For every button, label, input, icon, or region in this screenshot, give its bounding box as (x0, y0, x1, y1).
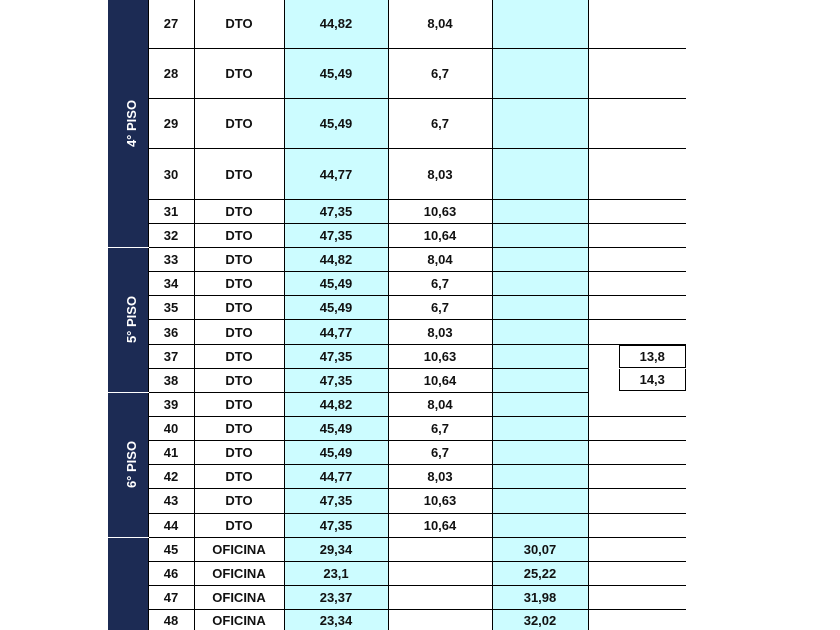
unit-extra-area (492, 272, 588, 296)
table-row (108, 417, 686, 441)
table-row (108, 248, 686, 272)
unit-number: 29 (148, 99, 194, 149)
unit-extra-area (492, 417, 588, 441)
unit-terrace: 8,04 (388, 0, 492, 48)
table-row (108, 441, 686, 465)
unit-extra-area: 31,98 (492, 585, 588, 609)
unit-terrace: 6,7 (388, 48, 492, 98)
table-row (108, 0, 686, 48)
table-row (108, 513, 686, 537)
floor-band (108, 392, 148, 537)
unit-number: 44 (148, 513, 194, 537)
unit-number: 39 (148, 392, 194, 416)
unit-type: DTO (194, 320, 284, 344)
table-row (108, 561, 686, 585)
unit-extra-area-2 (588, 0, 686, 48)
unit-type: OFICINA (194, 585, 284, 609)
table-row (108, 465, 686, 489)
floor-band (108, 537, 148, 630)
table-row (108, 344, 686, 368)
unit-extra-area-2 (588, 272, 686, 296)
unit-area: 44,82 (284, 392, 388, 416)
unit-terrace: 10,64 (388, 223, 492, 247)
table-row (108, 99, 686, 149)
unit-terrace: 6,7 (388, 417, 492, 441)
unit-extra-area (492, 368, 588, 392)
unit-area: 23,37 (284, 585, 388, 609)
unit-extra-area (492, 465, 588, 489)
unit-terrace: 6,7 (388, 99, 492, 149)
unit-number: 45 (148, 537, 194, 561)
unit-number: 28 (148, 48, 194, 98)
unit-area: 47,35 (284, 344, 388, 368)
boxed-value: 13,8 (619, 345, 687, 368)
unit-extra-area-2 (588, 465, 686, 489)
unit-extra-area (492, 296, 588, 320)
unit-extra-area-2 (588, 223, 686, 247)
unit-extra-area (492, 99, 588, 149)
table-row (108, 610, 686, 630)
table-row (108, 199, 686, 223)
unit-type: DTO (194, 489, 284, 513)
unit-extra-area-2 (588, 248, 686, 272)
table-row (108, 320, 686, 344)
floor-label: 6° PISO (124, 441, 140, 489)
unit-number: 46 (148, 561, 194, 585)
unit-terrace: 10,63 (388, 489, 492, 513)
unit-area: 45,49 (284, 272, 388, 296)
unit-type: DTO (194, 223, 284, 247)
unit-extra-area-2 (588, 489, 686, 513)
unit-type: DTO (194, 392, 284, 416)
unit-extra-area-2 (588, 537, 686, 561)
boxed-value: 14,3 (619, 369, 687, 391)
unit-terrace: 8,03 (388, 149, 492, 199)
unit-area: 29,34 (284, 537, 388, 561)
table-row (108, 489, 686, 513)
unit-number: 41 (148, 441, 194, 465)
table-row (108, 223, 686, 247)
unit-type: DTO (194, 48, 284, 98)
table-row (108, 537, 686, 561)
table-row (108, 149, 686, 199)
unit-type: DTO (194, 248, 284, 272)
unit-extra-area (492, 489, 588, 513)
unit-number: 33 (148, 248, 194, 272)
unit-extra-area (492, 344, 588, 368)
unit-terrace (388, 585, 492, 609)
floor-label: 5° PISO (124, 296, 140, 344)
unit-area: 44,77 (284, 149, 388, 199)
unit-terrace: 10,63 (388, 344, 492, 368)
table-row (108, 272, 686, 296)
unit-area: 45,49 (284, 99, 388, 149)
unit-number: 36 (148, 320, 194, 344)
unit-extra-area-2 (588, 441, 686, 465)
unit-terrace (388, 537, 492, 561)
unit-type: DTO (194, 344, 284, 368)
unit-extra-area-2 (588, 368, 686, 392)
floor-band (108, 0, 148, 248)
unit-terrace: 8,04 (388, 392, 492, 416)
unit-extra-area (492, 392, 588, 416)
unit-number: 32 (148, 223, 194, 247)
unit-area: 45,49 (284, 417, 388, 441)
unit-extra-area (492, 48, 588, 98)
table-row (108, 368, 686, 392)
unit-type: DTO (194, 296, 284, 320)
unit-number: 35 (148, 296, 194, 320)
unit-extra-area (492, 199, 588, 223)
unit-extra-area-2 (588, 610, 686, 630)
unit-terrace: 8,03 (388, 320, 492, 344)
unit-area: 44,82 (284, 0, 388, 48)
unit-extra-area-2 (588, 344, 686, 368)
unit-area: 45,49 (284, 48, 388, 98)
unit-terrace: 6,7 (388, 441, 492, 465)
floor-label: 4° PISO (124, 99, 140, 148)
unit-extra-area-2 (588, 392, 686, 416)
unit-area: 23,34 (284, 610, 388, 630)
unit-area: 47,35 (284, 368, 388, 392)
unit-type: OFICINA (194, 537, 284, 561)
unit-extra-area: 32,02 (492, 610, 588, 630)
unit-area: 44,77 (284, 320, 388, 344)
unit-terrace (388, 561, 492, 585)
unit-extra-area (492, 441, 588, 465)
unit-number: 48 (148, 610, 194, 630)
unit-extra-area-2 (588, 48, 686, 98)
unit-number: 40 (148, 417, 194, 441)
unit-type: DTO (194, 441, 284, 465)
unit-extra-area: 25,22 (492, 561, 588, 585)
unit-terrace: 6,7 (388, 296, 492, 320)
unit-type: OFICINA (194, 610, 284, 630)
unit-number: 42 (148, 465, 194, 489)
unit-area: 44,77 (284, 465, 388, 489)
table-row (108, 585, 686, 609)
unit-terrace: 8,04 (388, 248, 492, 272)
unit-terrace: 6,7 (388, 272, 492, 296)
unit-terrace: 10,63 (388, 199, 492, 223)
table-row (108, 48, 686, 98)
unit-type: DTO (194, 272, 284, 296)
unit-number: 27 (148, 0, 194, 48)
unit-extra-area-2 (588, 296, 686, 320)
unit-extra-area (492, 248, 588, 272)
unit-terrace: 8,03 (388, 465, 492, 489)
unit-extra-area-2 (588, 417, 686, 441)
unit-extra-area (492, 513, 588, 537)
unit-extra-area: 30,07 (492, 537, 588, 561)
unit-extra-area-2 (588, 199, 686, 223)
unit-extra-area-2 (588, 99, 686, 149)
unit-number: 38 (148, 368, 194, 392)
unit-extra-area (492, 149, 588, 199)
table-row (108, 296, 686, 320)
unit-extra-area-2 (588, 513, 686, 537)
unit-type: DTO (194, 513, 284, 537)
unit-terrace: 10,64 (388, 368, 492, 392)
unit-type: DTO (194, 0, 284, 48)
unit-terrace: 10,64 (388, 513, 492, 537)
unit-extra-area (492, 223, 588, 247)
unit-number: 30 (148, 149, 194, 199)
unit-type: OFICINA (194, 561, 284, 585)
unit-number: 34 (148, 272, 194, 296)
unit-area: 45,49 (284, 441, 388, 465)
unit-area: 47,35 (284, 223, 388, 247)
unit-number: 37 (148, 344, 194, 368)
floor-band (108, 248, 148, 393)
unit-number: 47 (148, 585, 194, 609)
unit-area: 44,82 (284, 248, 388, 272)
unit-terrace (388, 610, 492, 630)
unit-type: DTO (194, 149, 284, 199)
unit-type: DTO (194, 417, 284, 441)
unit-type: DTO (194, 368, 284, 392)
unit-number: 31 (148, 199, 194, 223)
unit-type: DTO (194, 99, 284, 149)
unit-extra-area (492, 320, 588, 344)
unit-type: DTO (194, 465, 284, 489)
unit-type: DTO (194, 199, 284, 223)
unit-area: 47,35 (284, 513, 388, 537)
unit-area: 23,1 (284, 561, 388, 585)
unit-extra-area-2 (588, 320, 686, 344)
table-row (108, 392, 686, 416)
units-table (108, 0, 686, 630)
unit-area: 47,35 (284, 199, 388, 223)
unit-area: 45,49 (284, 296, 388, 320)
unit-number: 43 (148, 489, 194, 513)
unit-extra-area-2 (588, 149, 686, 199)
unit-area: 47,35 (284, 489, 388, 513)
unit-extra-area (492, 0, 588, 48)
unit-extra-area-2 (588, 585, 686, 609)
unit-extra-area-2 (588, 561, 686, 585)
